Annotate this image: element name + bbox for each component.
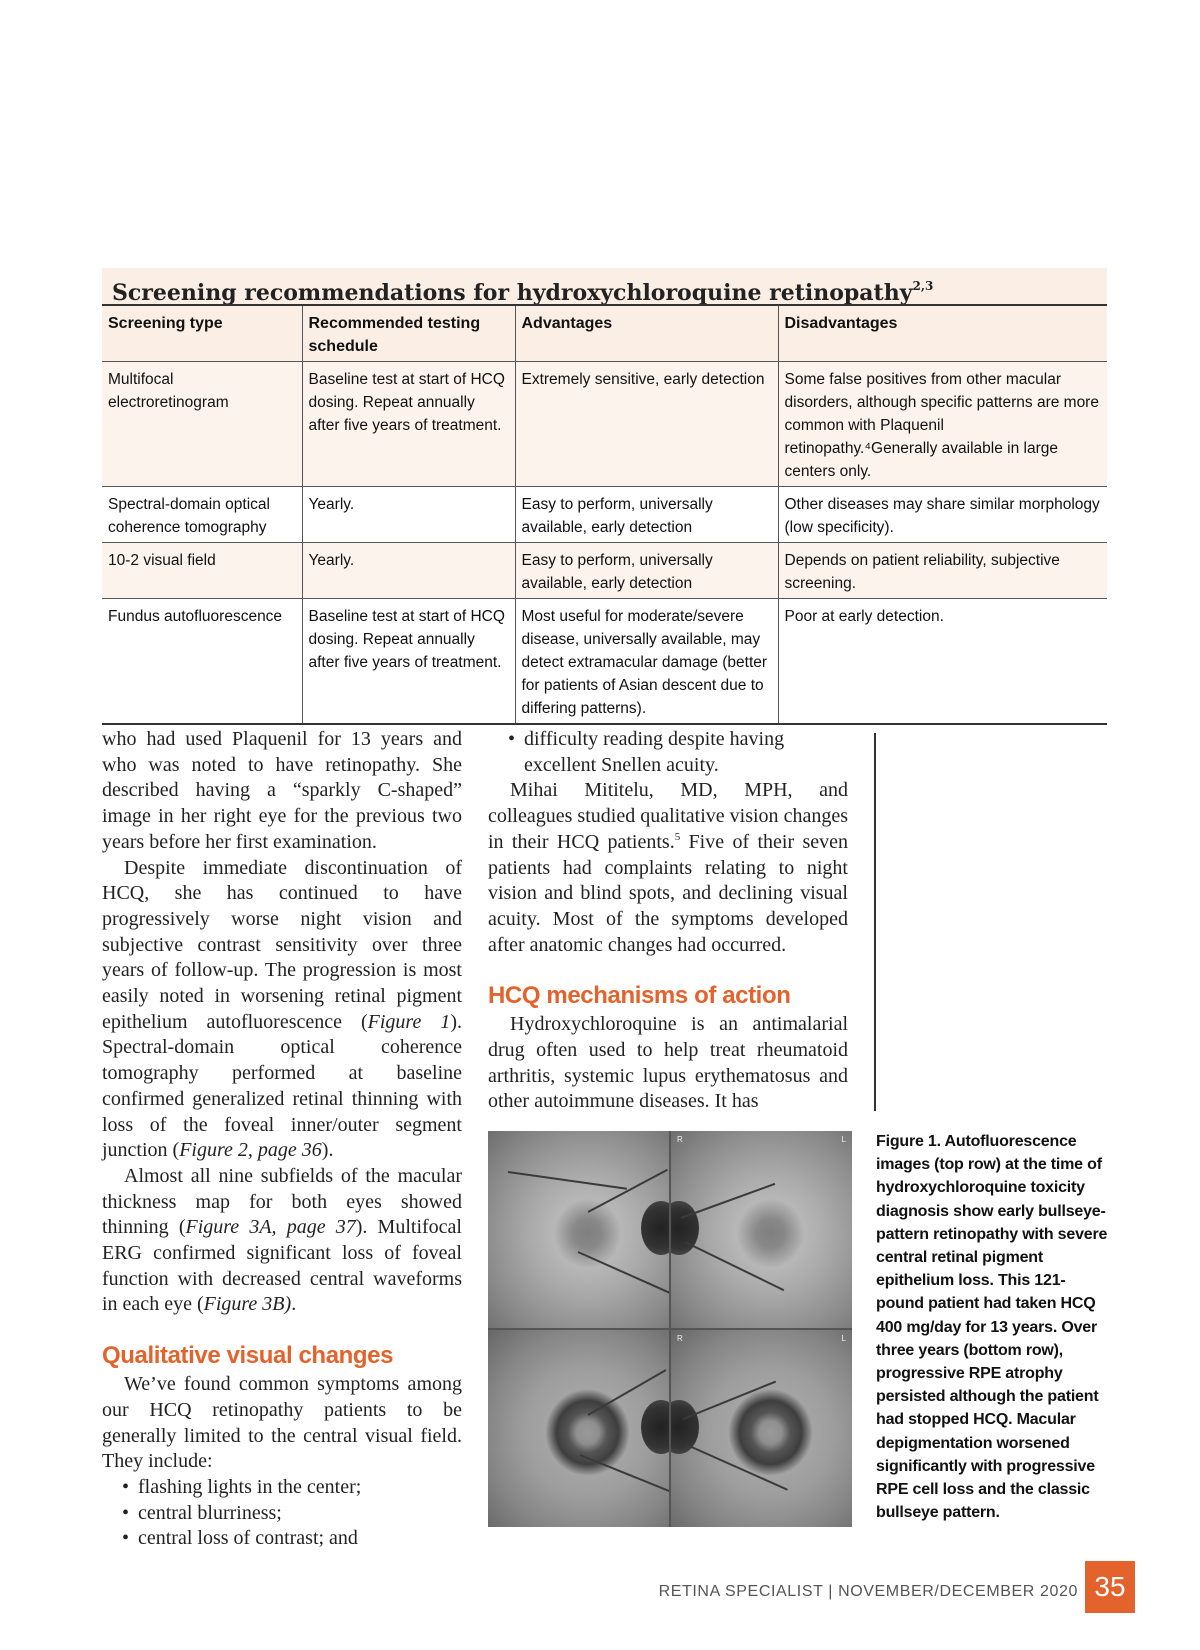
running-footer	[659, 1583, 1078, 1601]
table-cell: Yearly.	[302, 487, 515, 543]
table-title-refs: 2,3	[912, 279, 934, 293]
paragraph	[102, 856, 462, 1164]
table-cell: Baseline test at start of HCQ dosing. Repeat annually after five years of treatment.	[302, 362, 515, 487]
page-number: 35	[1085, 1561, 1135, 1613]
paragraph: who had used Plaquenil for 13 years and who was noted to have retinopathy. She described having a “sparkly C-shaped” image in her right eye for the previous two years before her first examination.	[102, 728, 462, 853]
table-cell: Fundus autofluorescence	[102, 599, 302, 725]
table-cell: Other diseases may share similar morphology (low specificity).	[778, 487, 1107, 543]
text-run: ). Multifocal ERG confirmed significant loss of foveal function with decreased central waveforms in each eye (	[102, 1216, 462, 1316]
fundus-image-top-left-eye	[671, 1131, 852, 1328]
publication-name: RETINA SPECIALIST	[658, 1583, 824, 1600]
optic-disc	[641, 1201, 669, 1255]
text-run: ).	[321, 1139, 334, 1162]
symptom-list	[102, 1475, 462, 1552]
fundus-image-bottom-left-eye	[671, 1330, 852, 1527]
figure-reference: Figure 2, page 36	[179, 1139, 322, 1162]
text-run: .	[291, 1293, 297, 1316]
table-header-row	[102, 306, 1107, 362]
header-disadvantages: Disadvantages	[778, 306, 1107, 362]
fundus-image-bottom-right-eye	[488, 1330, 669, 1527]
retinal-vessel	[683, 1381, 776, 1420]
figure-reference: Figure 1	[367, 1010, 451, 1033]
issue-date: NOVEMBER/DECEMBER 2020	[838, 1583, 1078, 1600]
screening-table-grid	[102, 306, 1107, 725]
table-cell: Depends on patient reliability, subjective screening.	[778, 543, 1107, 599]
screening-table	[102, 268, 1107, 725]
table-cell: Some false positives from other macular disorders, although specific patterns are more common with Plaquenil retinopathy.⁴Generally available in large centers only.	[778, 362, 1107, 487]
text-run: ). Spectral-domain optical coherence tomography performed at baseline confirmed generalized retinal thinning with loss of the foveal inner/outer segment junction (	[102, 1010, 462, 1162]
header-screening-type: Screening type	[102, 306, 302, 362]
citation-ref: 5	[674, 830, 681, 843]
symptom-list-continued	[488, 727, 848, 778]
eye-label-r: R	[677, 1334, 683, 1343]
text-run: Despite immediate discontinuation of HCQ, she has continued to have progressively worse night vision and subjective contrast sensitivity over three years of follow-up. The progression is most easily noted in worsening retinal pigment epithelium autofluorescence (	[102, 856, 462, 1033]
table-row	[102, 487, 1107, 543]
table-cell: Easy to perform, universally available, early detection	[515, 487, 778, 543]
fundus-image-top-right-eye	[488, 1131, 669, 1328]
paragraph: Hydroxychloroquine is an antimalarial drug often used to help treat rheumatoid arthritis, systemic lupus erythematosus and other autoimmune diseases. It has	[488, 1013, 848, 1113]
table-cell: Multifocal electroretinogram	[102, 362, 302, 487]
article-column-1	[102, 727, 462, 1552]
autofluorescence-figure	[488, 1131, 852, 1527]
figure-reference: Figure 3B)	[203, 1293, 292, 1316]
footer-separator: |	[828, 1583, 834, 1600]
list-item: • central blurriness;	[122, 1501, 462, 1527]
figure-reference: Figure 3A, page 37	[185, 1216, 356, 1239]
retinal-vessel	[578, 1251, 669, 1294]
table-row	[102, 543, 1107, 599]
table-cell: Most useful for moderate/severe disease, universally available, may detect extramacular damage (better for patients of Asian descent due to differing patterns).	[515, 599, 778, 725]
list-item: • difficulty reading despite having excellent Snellen acuity.	[508, 727, 848, 778]
optic-disc	[641, 1400, 669, 1454]
table-title-text: Screening recommendations for hydroxychloroquine retinopathy	[112, 280, 913, 306]
optic-disc	[671, 1400, 699, 1454]
table-cell: Poor at early detection.	[778, 599, 1107, 725]
table-cell: Yearly.	[302, 543, 515, 599]
text-run: Five of their seven patients had complaints relating to night vision and blind spots, and declining visual acuity. Most of the symptoms developed after anatomic changes had occurred.	[488, 830, 849, 956]
column-divider	[874, 733, 876, 1111]
retinal-vessel	[687, 1444, 788, 1491]
text-run: Almost all nine subfields of the macular thickness map for both eyes showed thinning (	[102, 1164, 462, 1239]
section-heading: HCQ mechanisms of action	[488, 982, 791, 1010]
section-heading: Qualitative visual changes	[102, 1342, 394, 1370]
list-item: • flashing lights in the center;	[122, 1475, 462, 1501]
retinal-vessel	[580, 1454, 669, 1493]
table-row	[102, 362, 1107, 487]
table-row	[102, 599, 1107, 725]
eye-label-l: L	[841, 1135, 846, 1144]
retinal-vessel	[508, 1171, 627, 1190]
paragraph	[488, 778, 848, 958]
table-cell: Spectral-domain optical coherence tomography	[102, 487, 302, 543]
retinal-vessel	[685, 1241, 785, 1291]
list-item: • central loss of contrast; and	[122, 1526, 462, 1552]
paragraph	[102, 1164, 462, 1318]
retinal-vessel	[681, 1183, 776, 1219]
eye-label-l: L	[841, 1334, 846, 1343]
article-column-2	[488, 727, 848, 1115]
table-title	[102, 268, 1107, 306]
figure-caption: Figure 1. Autofluorescence images (top row) at the time of hydroxychloroquine toxicity diagnosis show early bullseye-pattern retinopathy with severe central retinal pigment epithelium loss. This 121-pound patient had taken HCQ 400 mg/day for 13 years. Over three years (bottom row), progressive RPE atrophy persisted although the patient had stopped HCQ. Macular depigmentation worsened significantly with progressive RPE cell loss and the classic bullseye pattern.	[876, 1133, 1108, 1522]
header-advantages: Advantages	[515, 306, 778, 362]
paragraph: We’ve found common symptoms among our HCQ retinopathy patients to be generally limited to the central visual field. They include:	[102, 1373, 462, 1473]
text-run: Mihai Mititelu, MD, MPH, and colleagues studied qualitative vision changes in their HCQ patients.	[488, 779, 848, 853]
header-testing-schedule: Recommended testing schedule	[302, 306, 515, 362]
table-cell: 10-2 visual field	[102, 543, 302, 599]
table-cell: Baseline test at start of HCQ dosing. Repeat annually after five years of treatment.	[302, 599, 515, 725]
table-cell: Extremely sensitive, early detection	[515, 362, 778, 487]
table-cell: Easy to perform, universally available, early detection	[515, 543, 778, 599]
eye-label-r: R	[677, 1135, 683, 1144]
